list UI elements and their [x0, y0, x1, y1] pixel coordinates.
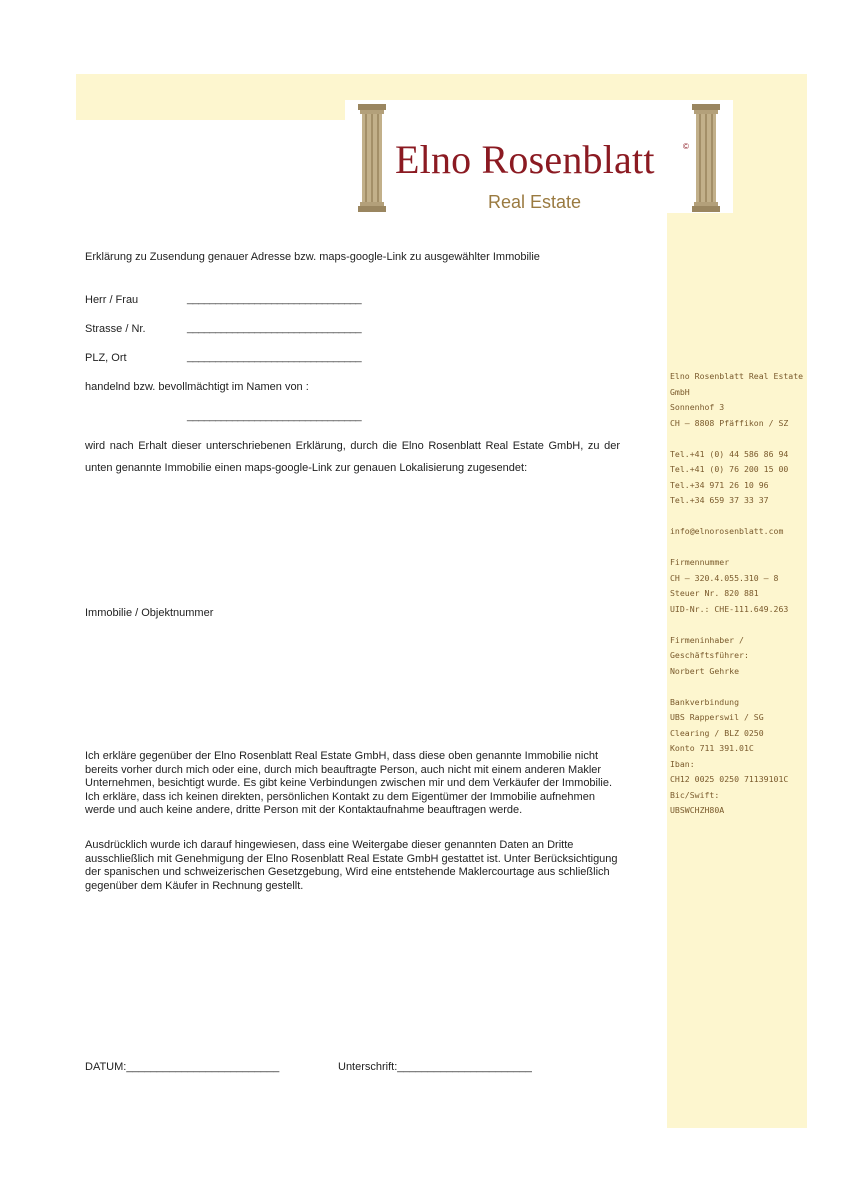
field-label-street: Strasse / Nr. [85, 323, 146, 335]
sidebar-line: CH – 320.4.055.310 – 8 [670, 572, 779, 583]
field-line-street[interactable]: _______________________________ [187, 322, 362, 334]
right-pillar-icon [692, 104, 720, 212]
logo-copyright: © [683, 142, 689, 151]
sidebar-line: Norbert Gehrke [670, 665, 740, 676]
acting-label: handelnd bzw. bevollmächtigt im Namen von : [85, 381, 309, 393]
logo-name: Elno Rosenblatt [395, 137, 655, 182]
signature-field[interactable]: Unterschrift:______________________ [338, 1061, 532, 1073]
sidebar-line: Tel.+41 (0) 76 200 15 00 [670, 464, 789, 474]
sidebar-line: Steuer Nr. 820 881 [670, 588, 759, 598]
acting-line[interactable]: _______________________________ [187, 410, 362, 422]
sidebar-line [670, 679, 802, 695]
date-field[interactable]: DATUM:_________________________ [85, 1061, 280, 1073]
statement-paragraph: wird nach Erhalt dieser unterschriebenen Erklärung, durch die Elno Rosenblatt Real Estate GmbH, zu der unten genannte Immobilie einen maps-google-Link zur genauen Lokalisierung zugesendet: [85, 440, 620, 474]
sidebar-line: CH – 8808 Pfäffikon / SZ [670, 417, 789, 428]
sidebar-line[interactable]: info@elnorosenblatt.com [670, 526, 784, 536]
sidebar-line [670, 509, 802, 525]
sidebar-line: Tel.+34 971 26 10 96 [670, 479, 769, 490]
property-label: Immobilie / Objektnummer [85, 607, 214, 619]
sidebar-line: Bic/Swift: [670, 789, 720, 800]
sidebar-line: UID-Nr.: CHE-111.649.263 [670, 603, 789, 614]
company-details [670, 369, 802, 819]
sidebar-line: Firmennummer [670, 557, 730, 567]
sidebar-line: Geschäftsführer: [670, 650, 749, 660]
sidebar-line: Elno Rosenblatt Real Estate [670, 371, 804, 381]
field-line-name[interactable]: _______________________________ [187, 293, 362, 305]
notice-paragraph: Ausdrücklich wurde ich darauf hingewiesen, dass eine Weitergabe dieser genannten Daten an Dritte ausschließlich mit Genehmigung der Elno Rosenblatt Real Estate GmbH gestattet ist. Unter Berücksichtigung der spanischen und schweizerischen Gesetzgebung, Wird eine entstehende Maklercourtage aus schließlich gegenüber dem Käufer in Rechnung gestellt. [85, 839, 618, 892]
sidebar-line: Iban: [670, 758, 695, 769]
sidebar-line: Tel.+34 659 37 33 37 [670, 495, 769, 505]
sidebar-line: Bankverbindung [670, 696, 740, 707]
sidebar-line: CH12 0025 0250 71139101C [670, 774, 789, 784]
declaration-paragraph: Ich erkläre gegenüber der Elno Rosenblatt Real Estate GmbH, dass diese oben genannte Immobilie nicht bereits vorher durch mich oder eine, durch mich beauftragte Person, auch nicht mit einem anderen Makler Unternehmen, besichtigt wurde. Es gibt keine Verbindungen zwischen mir und dem Verkäufer der Immobilie. Ich erkläre, dass ich keinen direkten, persönlichen Kontakt zu dem Eigentümer der Immobilie aufnehmen werde und auch keine andere, dritte Person mit der Kontaktaufnahme beauftragen werde. [85, 750, 613, 816]
sidebar-line: UBSWCHZH80A [670, 805, 725, 815]
company-logo [345, 100, 733, 213]
sidebar-line [670, 617, 802, 633]
sidebar-line: Konto 711 391.01C [670, 743, 754, 753]
sidebar-line: Clearing / BLZ 0250 [670, 727, 764, 738]
sidebar-line: UBS Rapperswil / SG [670, 712, 764, 722]
page-title: Erklärung zu Zusendung genauer Adresse bzw. maps-google-Link zu ausgewählter Immobilie [85, 251, 540, 263]
logo-subtitle: Real Estate [488, 192, 582, 212]
sidebar-line [670, 540, 802, 556]
sidebar-line: Tel.+41 (0) 44 586 86 94 [670, 448, 789, 459]
sidebar-line: Sonnenhof 3 [670, 402, 725, 412]
field-label-city: PLZ, Ort [85, 352, 127, 364]
field-line-city[interactable]: _______________________________ [187, 351, 362, 363]
field-label-name: Herr / Frau [85, 294, 139, 306]
left-pillar-icon [358, 104, 386, 212]
sidebar-line: Firmeninhaber / [670, 634, 744, 645]
sidebar-line: GmbH [670, 386, 690, 397]
sidebar-line [670, 431, 802, 447]
